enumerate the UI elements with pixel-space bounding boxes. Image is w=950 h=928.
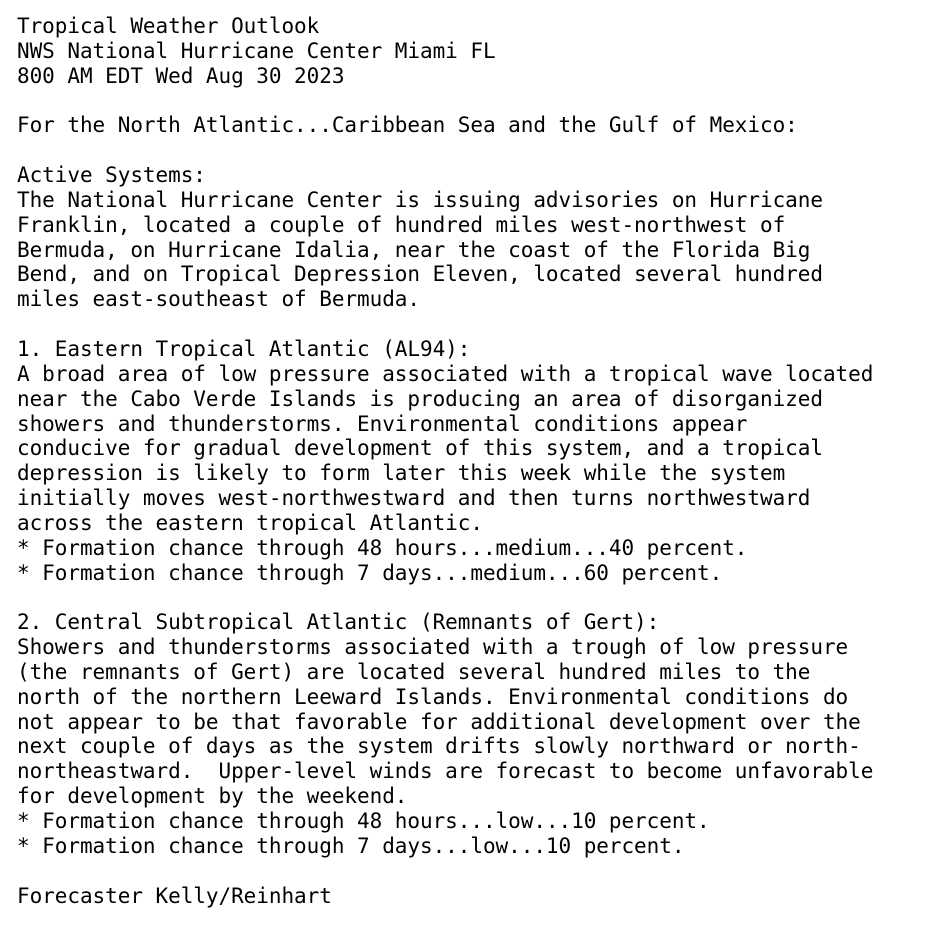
region-statement: For the North Atlantic...Caribbean Sea and the Gulf of Mexico: <box>17 113 798 138</box>
blank-line <box>17 585 873 610</box>
blank-line <box>17 138 873 163</box>
system1-line: near the Cabo Verde Islands is producing an area of disorganized <box>17 386 823 411</box>
system1-line: A broad area of low pressure associated with a tropical wave located <box>17 361 874 386</box>
issuing-office: NWS National Hurricane Center Miami FL <box>17 38 496 63</box>
system1-line: conducive for gradual development of this system, and a tropical <box>17 436 823 461</box>
system2-line: not appear to be that favorable for additional development over the <box>17 709 861 734</box>
active-systems-line: Bend, and on Tropical Depression Eleven, located several hundred <box>17 262 823 287</box>
system1-line: initially moves west-northwestward and then turns northwestward <box>17 486 811 511</box>
blank-line <box>17 859 873 884</box>
blank-line <box>17 312 873 337</box>
blank-line <box>17 89 873 114</box>
active-systems-line: The National Hurricane Center is issuing advisories on Hurricane <box>17 187 823 212</box>
system1-chance-7d: * Formation chance through 7 days...medium...60 percent. <box>17 560 723 585</box>
system1-chance-48h: * Formation chance through 48 hours...medium...40 percent. <box>17 535 748 560</box>
outlook-document <box>17 14 873 908</box>
system1-line: showers and thunderstorms. Environmental conditions appear <box>17 411 748 436</box>
system1-line: across the eastern tropical Atlantic. <box>17 510 483 535</box>
system2-line: northeastward. Upper-level winds are forecast to become unfavorable <box>17 759 874 784</box>
system2-line: Showers and thunderstorms associated with a trough of low pressure <box>17 635 849 660</box>
system2-line: for development by the weekend. <box>17 784 408 809</box>
system1-line: depression is likely to form later this week while the system <box>17 461 786 486</box>
active-systems-line: Franklin, located a couple of hundred miles west-northwest of <box>17 212 786 237</box>
forecaster-signature: Forecaster Kelly/Reinhart <box>17 883 332 908</box>
active-systems-heading: Active Systems: <box>17 163 206 188</box>
system1-heading: 1. Eastern Tropical Atlantic (AL94): <box>17 336 471 361</box>
system2-line: (the remnants of Gert) are located several hundred miles to the <box>17 659 811 684</box>
issue-time: 800 AM EDT Wed Aug 30 2023 <box>17 63 345 88</box>
document-title: Tropical Weather Outlook <box>17 14 320 38</box>
system2-heading: 2. Central Subtropical Atlantic (Remnants of Gert): <box>17 610 660 635</box>
system2-line: north of the northern Leeward Islands. Environmental conditions do <box>17 684 849 709</box>
active-systems-line: miles east-southeast of Bermuda. <box>17 287 420 312</box>
system2-chance-48h: * Formation chance through 48 hours...low...10 percent. <box>17 809 710 833</box>
system2-line: next couple of days as the system drifts slowly northward or north- <box>17 734 861 759</box>
system2-chance-7d: * Formation chance through 7 days...low...10 percent. <box>17 833 685 858</box>
active-systems-line: Bermuda, on Hurricane Idalia, near the coast of the Florida Big <box>17 237 811 262</box>
